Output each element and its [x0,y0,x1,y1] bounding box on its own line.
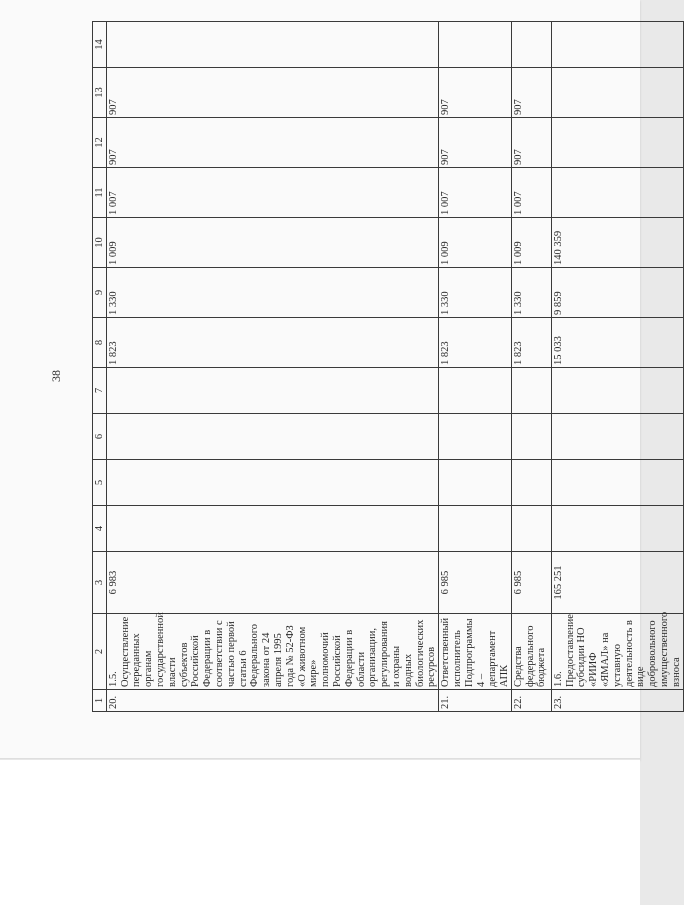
row-description: Средства федерального бюджета [511,614,551,690]
value-cell: 6 985 [511,552,551,614]
row-number: 22. [511,690,551,712]
header-cell-11: 11 [93,168,107,218]
header-cell-14: 14 [93,22,107,68]
value-cell [511,414,551,460]
value-cell [551,460,683,506]
value-cell: 1 007 [511,168,551,218]
value-cell: 907 [439,118,512,168]
value-cell [106,460,438,506]
table-row [511,22,551,712]
value-cell [439,414,512,460]
row-number: 20. [106,690,438,712]
value-cell [439,22,512,68]
page-number: 38 [49,370,63,382]
value-cell [551,118,683,168]
header-cell-9: 9 [93,268,107,318]
header-cell-13: 13 [93,68,107,118]
table-row [551,22,683,712]
value-cell: 15 033 [551,318,683,368]
row-description: Ответственный исполнитель Подпрограммы 4 – департамент АПК [439,614,512,690]
value-cell: 1 009 [106,218,438,268]
value-cell: 1 009 [439,218,512,268]
header-cell-5: 5 [93,460,107,506]
row-number: 21. [439,690,512,712]
header-cell-7: 7 [93,368,107,414]
row-description: 1.6. Предоставление субсидии НО «РИИФ «ЯМАЛ» на уставную деятельность в виде добровольного имущественного взноса [551,614,683,690]
value-cell: 1 823 [511,318,551,368]
header-cell-8: 8 [93,318,107,368]
value-cell [511,460,551,506]
table-header-row [93,22,107,712]
value-cell [106,22,438,68]
value-cell [106,506,438,552]
value-cell: 1 330 [106,268,438,318]
value-cell: 907 [511,68,551,118]
value-cell: 6 983 [106,552,438,614]
value-cell [551,168,683,218]
header-cell-4: 4 [93,506,107,552]
value-cell [439,368,512,414]
value-cell: 140 359 [551,218,683,268]
value-cell: 1 330 [439,268,512,318]
row-description: 1.5. Осуществление переданных органам государственной власти субъектов Российской Федерации в соответствии с частью первой статьи 6 Федерального закона от 24 апреля 1995 года № 52-ФЗ «О животном мире» полномочий Российской Федерации в области организации, регулирования и охраны водных биологических ресурсов [106,614,438,690]
page-margin-bottom [0,760,640,905]
table-row [106,22,438,712]
value-cell [106,414,438,460]
value-cell: 165 251 [551,552,683,614]
value-cell [439,506,512,552]
value-cell: 6 985 [439,552,512,614]
value-cell [439,460,512,506]
value-cell [106,368,438,414]
value-cell [551,368,683,414]
value-cell: 1 009 [511,218,551,268]
row-number: 23. [551,690,683,712]
header-cell-12: 12 [93,118,107,168]
value-cell: 907 [511,118,551,168]
value-cell [551,68,683,118]
header-cell-3: 3 [93,552,107,614]
rotated-table-container [92,22,682,712]
value-cell [511,506,551,552]
value-cell: 907 [106,118,438,168]
value-cell: 1 330 [511,268,551,318]
header-cell-1: 1 [93,690,107,712]
value-cell [551,506,683,552]
value-cell [511,22,551,68]
value-cell: 907 [106,68,438,118]
value-cell [551,22,683,68]
value-cell [551,414,683,460]
budget-table [92,21,684,712]
value-cell: 1 007 [439,168,512,218]
value-cell: 9 859 [551,268,683,318]
value-cell: 907 [439,68,512,118]
header-cell-6: 6 [93,414,107,460]
value-cell: 1 007 [106,168,438,218]
header-cell-2: 2 [93,614,107,690]
value-cell: 1 823 [439,318,512,368]
header-cell-10: 10 [93,218,107,268]
value-cell: 1 823 [106,318,438,368]
table-row [439,22,512,712]
value-cell [511,368,551,414]
